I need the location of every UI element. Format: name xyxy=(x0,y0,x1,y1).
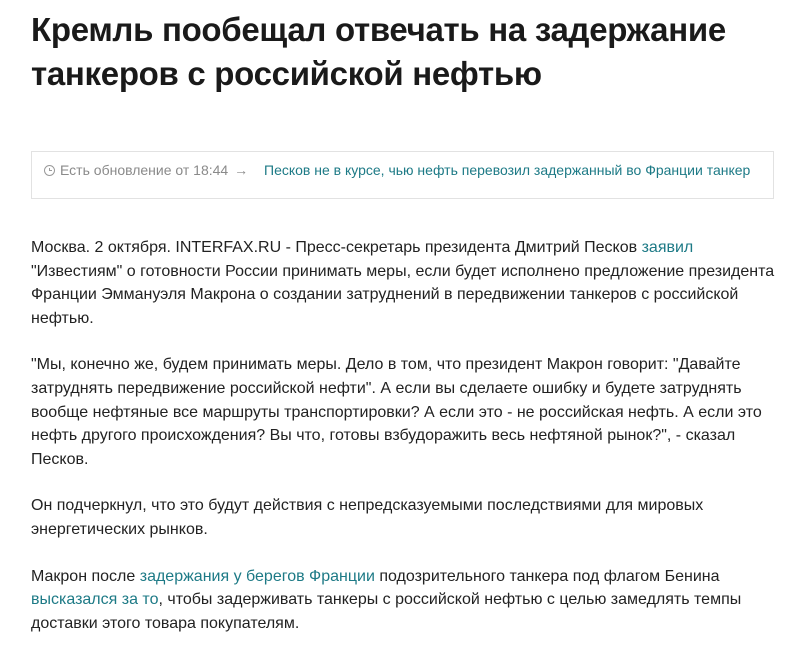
paragraph-4-text-end: , чтобы задерживать танкеры с российской нефтью с целью замедлять темпы доставки этого товара покупателям. xyxy=(31,591,742,632)
paragraph-4 xyxy=(31,565,779,636)
article-body xyxy=(31,236,779,658)
article-headline: Кремль пообещал отвечать на задержание танкеров с российской нефтью xyxy=(31,11,726,92)
paragraph-1-text-end: "Известиям" о готовности России принимать меры, если будет исполнено предложение президента Франции Эммануэля Макрона о создании затруднений в передвижении танкеров с российской нефтью. xyxy=(31,262,775,327)
paragraph-4-text-start: Макрон после xyxy=(31,567,140,585)
detention-link[interactable]: задержания у берегов Франции xyxy=(139,567,375,585)
article xyxy=(31,0,779,632)
paragraph-2: "Мы, конечно же, будем принимать меры. Дело в том, что президент Макрон говорит: "Давайте затруднять передвижение российской нефти". А если вы сделаете ошибку и будете затруднять вообще нефтяные все маршруты транспортировки? А если это - не российская нефть. А если это нефть другого происхождения? Вы что, готовы взбудоражить весь нефтяной рынок?", - сказал Песков. xyxy=(31,356,762,468)
stated-link[interactable]: заявил xyxy=(641,239,694,256)
paragraph-3: Он подчеркнул, что это будут действия с непредсказуемыми последствиями для мировых энергетических рынков. xyxy=(31,497,704,538)
paragraph-4-text-middle: подозрительного танкера под флагом Бенина xyxy=(374,567,720,585)
clock-icon xyxy=(44,165,55,176)
spoke-in-favor-link[interactable]: высказался за то xyxy=(31,591,159,609)
paragraph-1 xyxy=(31,236,779,330)
update-notice xyxy=(31,151,774,199)
update-label: Есть обновление от 18:44 xyxy=(60,162,229,178)
paragraph-1-text-start: Москва. 2 октября. INTERFAX.RU - Пресс-секретарь президента Дмитрий Песков xyxy=(31,239,642,256)
update-link[interactable]: Песков не в курсе, чью нефть перевозил задержанный во Франции танкер xyxy=(264,162,751,178)
update-label-group xyxy=(44,160,248,180)
arrow-right-icon: → xyxy=(234,162,249,178)
